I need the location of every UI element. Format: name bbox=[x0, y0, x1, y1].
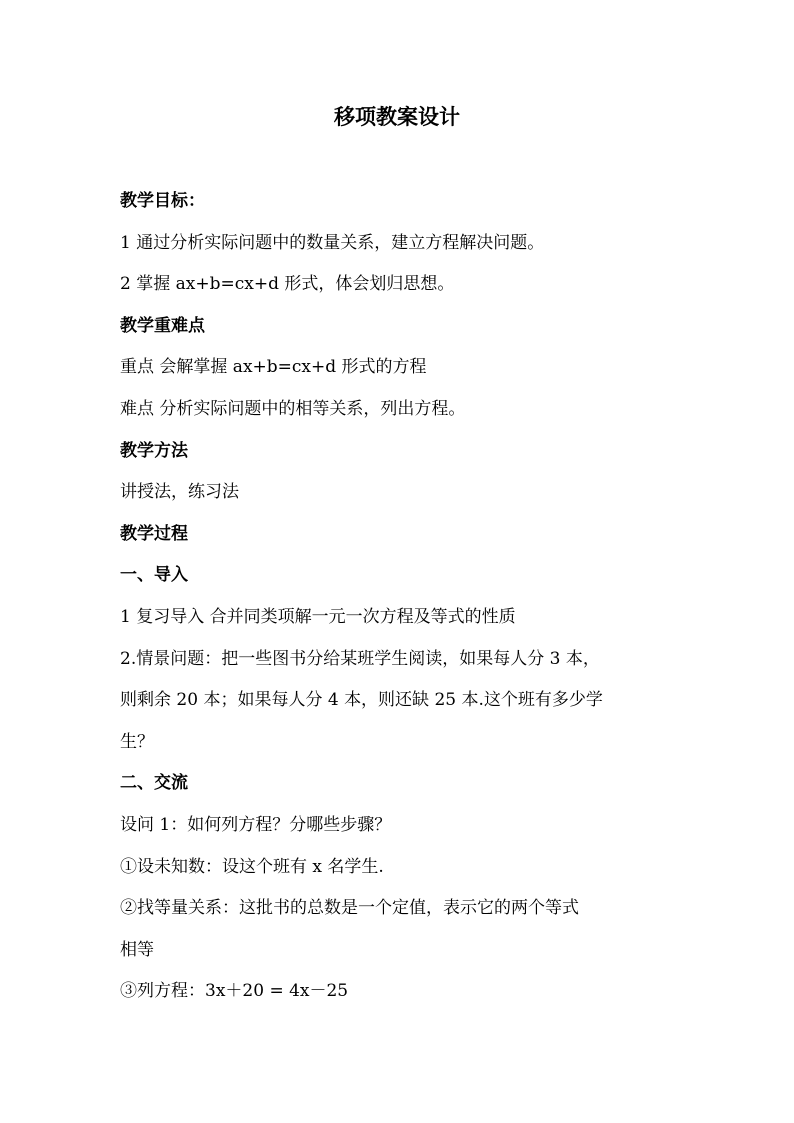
heading-section-discussion: 二、交流 bbox=[120, 773, 188, 794]
scenario-problem-line-3: 生？ bbox=[120, 731, 154, 752]
step-2-find-relation-line-1: ②找等量关系：这批书的总数是一个定值，表示它的两个等式 bbox=[120, 898, 579, 919]
introduction-item-1: 1 复习导入 合并同类项解一元一次方程及等式的性质 bbox=[120, 606, 516, 627]
document-body bbox=[120, 181, 680, 1013]
heading-section-introduction: 一、导入 bbox=[120, 565, 188, 586]
difficult-point: 难点 分析实际问题中的相等关系，列出方程。 bbox=[120, 398, 466, 419]
heading-teaching-objectives: 教学目标： bbox=[120, 191, 205, 211]
teaching-methods-text: 讲授法，练习法 bbox=[120, 482, 239, 503]
heading-key-difficult-points: 教学重难点 bbox=[120, 315, 205, 336]
heading-teaching-process: 教学过程 bbox=[120, 523, 188, 544]
step-1-set-unknown: ①设未知数：设这个班有 x 名学生. bbox=[120, 856, 384, 877]
step-3-write-equation: ③列方程：3x＋20 = 4x－25 bbox=[120, 981, 349, 1002]
objective-item-2: 2 掌握 ax+b=cx+d 形式，体会划归思想。 bbox=[120, 274, 455, 295]
objective-item-1: 1 通过分析实际问题中的数量关系，建立方程解决问题。 bbox=[120, 232, 545, 253]
document-title: 移项教案设计 bbox=[334, 104, 460, 129]
step-2-find-relation-line-2: 相等 bbox=[120, 939, 154, 960]
scenario-problem-line-2: 则剩余 20 本；如果每人分 4 本，则还缺 25 本.这个班有多少学 bbox=[120, 690, 603, 711]
heading-teaching-methods: 教学方法 bbox=[120, 440, 188, 461]
question-1: 设问 1：如何列方程？分哪些步骤？ bbox=[120, 814, 392, 835]
scenario-problem-line-1: 2.情景问题：把一些图书分给某班学生阅读，如果每人分 3 本， bbox=[120, 648, 600, 669]
key-point: 重点 会解掌握 ax+b=cx+d 形式的方程 bbox=[120, 357, 427, 378]
